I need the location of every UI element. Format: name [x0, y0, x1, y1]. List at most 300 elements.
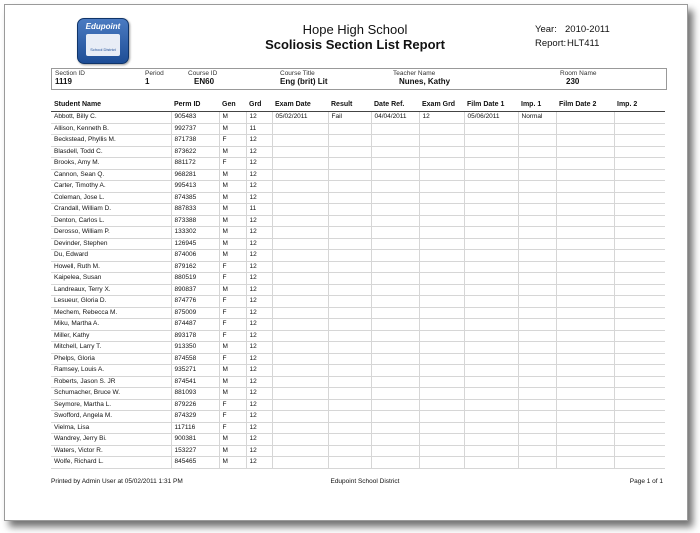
report-id-field: [535, 38, 600, 49]
table-cell: [328, 388, 371, 400]
column-header: Student Name: [51, 97, 171, 112]
table-cell: [328, 284, 371, 296]
table-cell: [328, 365, 371, 377]
table-cell: [614, 342, 665, 354]
table-cell: 12: [246, 296, 272, 308]
table-cell: M: [219, 445, 246, 457]
table-cell: [371, 192, 419, 204]
table-cell: [328, 135, 371, 147]
printed-by: Printed by Admin User at 05/02/2011 1:31 PM: [51, 478, 183, 485]
table-cell: Vielma, Lisa: [51, 422, 171, 434]
table-cell: [328, 445, 371, 457]
table-cell: Wandrey, Jerry Bi.: [51, 434, 171, 446]
table-cell: [464, 273, 518, 285]
table-cell: F: [219, 411, 246, 423]
table-cell: [556, 376, 614, 388]
table-row: [51, 307, 665, 319]
table-row: [51, 353, 665, 365]
table-cell: [614, 261, 665, 273]
table-cell: 12: [246, 376, 272, 388]
table-cell: [464, 238, 518, 250]
table-cell: [419, 445, 464, 457]
table-cell: [614, 250, 665, 262]
table-cell: [614, 215, 665, 227]
table-cell: [518, 399, 556, 411]
table-cell: 995413: [171, 181, 219, 193]
table-cell: [518, 192, 556, 204]
report-title: Scoliosis Section List Report: [265, 37, 445, 52]
table-cell: F: [219, 296, 246, 308]
table-cell: [614, 330, 665, 342]
table-cell: [371, 388, 419, 400]
table-cell: [328, 330, 371, 342]
table-cell: [614, 411, 665, 423]
table-cell: [614, 445, 665, 457]
table-cell: Ramsey, Louis A.: [51, 365, 171, 377]
table-cell: [272, 204, 328, 216]
table-cell: [328, 434, 371, 446]
table-cell: 874006: [171, 250, 219, 262]
table-cell: [464, 146, 518, 158]
table-cell: [556, 273, 614, 285]
table-cell: [464, 181, 518, 193]
table-cell: [272, 457, 328, 469]
report-id-value: HLT411: [567, 38, 600, 49]
table-cell: [464, 330, 518, 342]
table-row: [51, 238, 665, 250]
table-cell: 873622: [171, 146, 219, 158]
table-cell: F: [219, 307, 246, 319]
table-cell: [328, 261, 371, 273]
table-cell: [419, 261, 464, 273]
table-cell: [556, 227, 614, 239]
table-row: [51, 158, 665, 170]
table-cell: 12: [246, 112, 272, 124]
table-cell: [371, 353, 419, 365]
table-cell: F: [219, 261, 246, 273]
table-cell: 12: [246, 284, 272, 296]
table-cell: 879162: [171, 261, 219, 273]
table-cell: [518, 135, 556, 147]
table-cell: [419, 434, 464, 446]
table-cell: 905483: [171, 112, 219, 124]
table-cell: F: [219, 330, 246, 342]
table-row: [51, 261, 665, 273]
table-row: [51, 457, 665, 469]
table-cell: [419, 192, 464, 204]
table-cell: [272, 146, 328, 158]
table-cell: [556, 388, 614, 400]
table-row: [51, 146, 665, 158]
table-cell: [272, 365, 328, 377]
table-row: [51, 250, 665, 262]
table-cell: [272, 388, 328, 400]
table-cell: [464, 411, 518, 423]
table-cell: [371, 169, 419, 181]
table-cell: 12: [246, 411, 272, 423]
table-cell: Miku, Martha A.: [51, 319, 171, 331]
period-value: 1: [145, 77, 150, 86]
table-cell: M: [219, 181, 246, 193]
room-cell: [560, 70, 596, 86]
table-cell: 12: [419, 112, 464, 124]
table-cell: [464, 376, 518, 388]
table-cell: Swofford, Angela M.: [51, 411, 171, 423]
table-cell: [556, 215, 614, 227]
table-cell: 875009: [171, 307, 219, 319]
table-cell: [614, 181, 665, 193]
table-cell: Du, Edward: [51, 250, 171, 262]
table-cell: [556, 445, 614, 457]
table-cell: 881093: [171, 388, 219, 400]
table-cell: [614, 376, 665, 388]
table-cell: [371, 181, 419, 193]
table-cell: [272, 261, 328, 273]
table-cell: Carter, Timothy A.: [51, 181, 171, 193]
table-cell: [464, 342, 518, 354]
table-cell: [328, 376, 371, 388]
table-cell: [371, 434, 419, 446]
table-cell: [518, 227, 556, 239]
table-cell: 126945: [171, 238, 219, 250]
section-id-cell: [55, 70, 85, 86]
table-cell: [272, 169, 328, 181]
table-cell: [518, 296, 556, 308]
table-cell: 12: [246, 181, 272, 193]
teacher-label: Teacher Name: [393, 70, 436, 77]
table-cell: Blasdell, Todd C.: [51, 146, 171, 158]
table-cell: 12: [246, 158, 272, 170]
table-cell: 133302: [171, 227, 219, 239]
table-cell: [464, 192, 518, 204]
table-cell: [556, 399, 614, 411]
table-cell: [371, 365, 419, 377]
table-cell: [464, 388, 518, 400]
table-cell: Cannon, Sean Q.: [51, 169, 171, 181]
table-cell: [464, 250, 518, 262]
table-row: [51, 135, 665, 147]
logo-subtext: School District: [90, 47, 116, 52]
table-row: [51, 296, 665, 308]
table-cell: [272, 319, 328, 331]
table-cell: 12: [246, 457, 272, 469]
table-cell: [272, 422, 328, 434]
table-cell: [371, 227, 419, 239]
table-cell: [419, 204, 464, 216]
table-cell: [328, 342, 371, 354]
table-cell: [464, 169, 518, 181]
table-cell: 887833: [171, 204, 219, 216]
course-title-label: Course Title: [280, 70, 315, 77]
table-row: [51, 399, 665, 411]
table-cell: [614, 319, 665, 331]
table-cell: 12: [246, 388, 272, 400]
table-cell: [464, 434, 518, 446]
table-cell: 12: [246, 445, 272, 457]
table-cell: [272, 330, 328, 342]
table-cell: [464, 296, 518, 308]
table-cell: F: [219, 319, 246, 331]
table-cell: [371, 261, 419, 273]
table-cell: [419, 342, 464, 354]
table-cell: [518, 250, 556, 262]
table-cell: [371, 411, 419, 423]
table-cell: 871738: [171, 135, 219, 147]
table-cell: [272, 158, 328, 170]
table-cell: 935271: [171, 365, 219, 377]
table-cell: Denton, Carlos L.: [51, 215, 171, 227]
table-cell: [464, 227, 518, 239]
table-cell: Lesueur, Gloria D.: [51, 296, 171, 308]
table-cell: [419, 296, 464, 308]
table-cell: 893178: [171, 330, 219, 342]
table-row: [51, 319, 665, 331]
table-cell: [556, 169, 614, 181]
table-cell: [464, 365, 518, 377]
table-row: [51, 330, 665, 342]
table-cell: [518, 457, 556, 469]
table-cell: [371, 296, 419, 308]
table-cell: [464, 215, 518, 227]
table-cell: [614, 112, 665, 124]
table-cell: M: [219, 376, 246, 388]
table-cell: M: [219, 227, 246, 239]
table-cell: [614, 158, 665, 170]
table-cell: [614, 204, 665, 216]
table-cell: [272, 227, 328, 239]
table-cell: [614, 123, 665, 135]
table-cell: Roberts, Jason S. JR: [51, 376, 171, 388]
table-cell: M: [219, 215, 246, 227]
table-cell: [371, 135, 419, 147]
table-cell: [518, 215, 556, 227]
table-cell: [556, 434, 614, 446]
table-cell: [328, 399, 371, 411]
table-cell: Abbott, Billy C.: [51, 112, 171, 124]
course-title-cell: [280, 70, 328, 86]
table-cell: [464, 307, 518, 319]
column-header: Date Ref.: [371, 97, 419, 112]
table-cell: [518, 181, 556, 193]
table-row: [51, 169, 665, 181]
page-number: Page 1 of 1: [629, 478, 663, 485]
table-cell: Mechem, Rebecca M.: [51, 307, 171, 319]
table-cell: 12: [246, 399, 272, 411]
table-cell: 968281: [171, 169, 219, 181]
column-header: Imp. 2: [614, 97, 665, 112]
table-cell: [419, 330, 464, 342]
table-row: [51, 388, 665, 400]
student-roster-table: [51, 97, 665, 469]
table-cell: [518, 238, 556, 250]
table-cell: 879226: [171, 399, 219, 411]
table-cell: Fail: [328, 112, 371, 124]
table-row: [51, 181, 665, 193]
table-cell: [556, 296, 614, 308]
table-cell: [518, 261, 556, 273]
teacher-value: Nunes, Kathy: [399, 77, 451, 86]
table-cell: [464, 123, 518, 135]
table-cell: [328, 250, 371, 262]
table-cell: 05/02/2011: [272, 112, 328, 124]
table-cell: [419, 250, 464, 262]
table-cell: [328, 227, 371, 239]
table-cell: 12: [246, 330, 272, 342]
table-cell: [328, 169, 371, 181]
table-row: [51, 342, 665, 354]
table-cell: [518, 330, 556, 342]
table-cell: 890837: [171, 284, 219, 296]
table-cell: 11: [246, 204, 272, 216]
table-cell: [556, 307, 614, 319]
table-cell: [518, 376, 556, 388]
table-cell: [328, 273, 371, 285]
table-row: [51, 445, 665, 457]
table-cell: [419, 411, 464, 423]
table-cell: [614, 365, 665, 377]
table-cell: [272, 123, 328, 135]
year-label: Year:: [535, 24, 557, 35]
table-cell: [556, 365, 614, 377]
table-cell: [556, 250, 614, 262]
course-id-cell: [188, 70, 217, 86]
table-cell: [371, 457, 419, 469]
table-cell: 12: [246, 215, 272, 227]
table-cell: [328, 158, 371, 170]
year-field: [535, 24, 610, 35]
table-cell: Landreaux, Terry X.: [51, 284, 171, 296]
table-cell: 12: [246, 227, 272, 239]
table-cell: [371, 158, 419, 170]
table-cell: Kaipelea, Susan: [51, 273, 171, 285]
table-cell: 11: [246, 123, 272, 135]
table-cell: [328, 353, 371, 365]
column-header: Exam Grd: [419, 97, 464, 112]
table-cell: [614, 296, 665, 308]
table-cell: [371, 250, 419, 262]
table-cell: Howell, Ruth M.: [51, 261, 171, 273]
table-cell: [518, 342, 556, 354]
table-cell: M: [219, 342, 246, 354]
table-cell: 874541: [171, 376, 219, 388]
table-cell: [614, 434, 665, 446]
table-cell: [614, 353, 665, 365]
table-row: [51, 434, 665, 446]
table-cell: [614, 227, 665, 239]
table-cell: Crandall, William D.: [51, 204, 171, 216]
table-cell: Schumacher, Bruce W.: [51, 388, 171, 400]
table-row: [51, 123, 665, 135]
room-value: 230: [566, 77, 580, 86]
table-cell: [419, 399, 464, 411]
table-cell: [556, 146, 614, 158]
column-header: Perm ID: [171, 97, 219, 112]
table-cell: [464, 457, 518, 469]
table-cell: 12: [246, 169, 272, 181]
table-cell: [556, 330, 614, 342]
school-name: Hope High School: [302, 22, 408, 37]
table-cell: 12: [246, 365, 272, 377]
table-cell: Mitchell, Larry T.: [51, 342, 171, 354]
table-cell: [328, 457, 371, 469]
table-cell: [328, 307, 371, 319]
table-cell: [614, 457, 665, 469]
table-cell: [419, 273, 464, 285]
table-cell: M: [219, 169, 246, 181]
course-id-label: Course ID: [188, 70, 218, 77]
table-cell: [371, 319, 419, 331]
table-cell: [272, 192, 328, 204]
period-label: Period: [145, 70, 164, 77]
table-cell: [419, 146, 464, 158]
district-name: Edupoint School District: [330, 478, 400, 485]
table-cell: Brooks, Amy M.: [51, 158, 171, 170]
table-cell: [518, 434, 556, 446]
table-cell: [614, 135, 665, 147]
table-cell: Wolfe, Richard L.: [51, 457, 171, 469]
edupoint-logo-icon: [77, 18, 129, 64]
table-cell: [518, 422, 556, 434]
table-cell: [614, 169, 665, 181]
table-cell: Devinder, Stephen: [51, 238, 171, 250]
report-id-label: Report:: [535, 38, 567, 49]
table-cell: [371, 123, 419, 135]
table-cell: [556, 192, 614, 204]
table-cell: 153227: [171, 445, 219, 457]
table-cell: M: [219, 457, 246, 469]
column-header: Grd: [246, 97, 272, 112]
column-header: Film Date 2: [556, 97, 614, 112]
table-cell: [556, 261, 614, 273]
table-cell: Allison, Kenneth B.: [51, 123, 171, 135]
table-cell: M: [219, 388, 246, 400]
table-cell: [518, 158, 556, 170]
table-cell: [419, 319, 464, 331]
table-cell: 04/04/2011: [371, 112, 419, 124]
table-row: [51, 376, 665, 388]
table-cell: [371, 146, 419, 158]
course-id-value: EN60: [194, 77, 215, 86]
table-cell: [272, 215, 328, 227]
table-cell: [518, 146, 556, 158]
table-cell: [328, 411, 371, 423]
table-cell: [419, 238, 464, 250]
table-cell: [371, 376, 419, 388]
table-cell: F: [219, 273, 246, 285]
table-cell: [464, 319, 518, 331]
table-cell: 913350: [171, 342, 219, 354]
table-cell: Beckstead, Phyllis M.: [51, 135, 171, 147]
table-row: [51, 215, 665, 227]
table-cell: [419, 353, 464, 365]
table-cell: [371, 238, 419, 250]
table-cell: 12: [246, 146, 272, 158]
table-body: [51, 112, 665, 469]
table-cell: Normal: [518, 112, 556, 124]
table-cell: 12: [246, 342, 272, 354]
table-cell: [518, 365, 556, 377]
table-cell: F: [219, 158, 246, 170]
table-cell: [272, 273, 328, 285]
table-cell: [371, 307, 419, 319]
table-cell: [614, 422, 665, 434]
table-cell: 12: [246, 353, 272, 365]
table-cell: [419, 169, 464, 181]
table-cell: [272, 376, 328, 388]
table-cell: [556, 204, 614, 216]
course-title-value: Eng (brit) Lit: [280, 77, 328, 86]
table-cell: [272, 411, 328, 423]
